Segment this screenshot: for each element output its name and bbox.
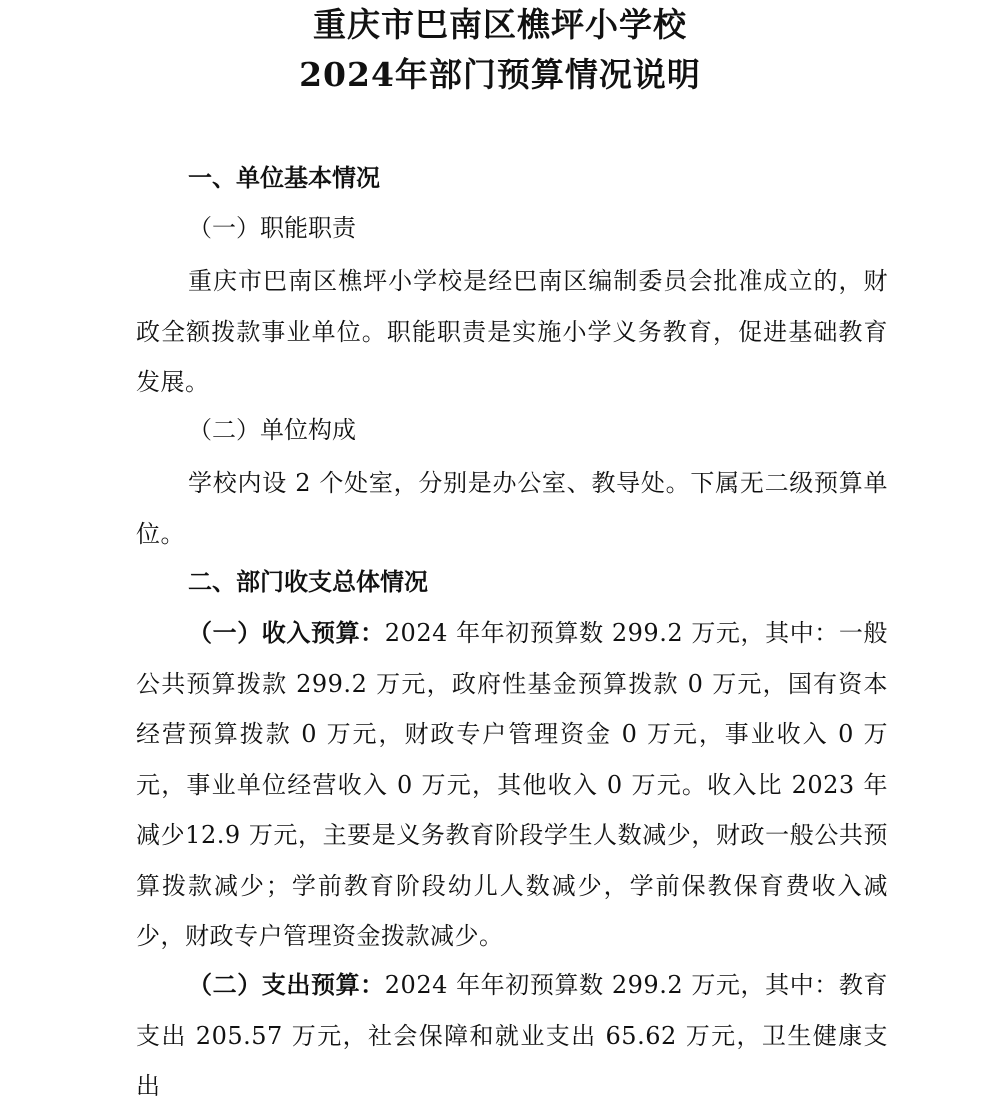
expense-paragraph [136, 960, 888, 1112]
income-label: （一）收入预算： [188, 619, 385, 647]
section2-heading: 二、部门收支总体情况 [188, 568, 428, 596]
income-paragraph [136, 608, 888, 962]
section1-sub2-heading: （二）单位构成 [188, 416, 356, 444]
section1-heading: 一、单位基本情况 [188, 164, 380, 192]
income-text: 2024 年年初预算数 299.2 万元，其中：一般公共预算拨款 299.2 万元，政府性基金预算拨款 0 万元，国有资本经营预算拨款 0 万元，财政专户管理资金 0 万元，事业收入 0 万元，事业单位经营收入 0 万元，其他收入 0 万元。收入比 2023 年减少12.9 万元，主要是义务教育阶段学生人数减少，财政一般公共预算拨款减少；学前教育阶段幼儿人数减少，学前保教保育费收入减少，财政专户管理资金拨款减少。 [136, 619, 889, 950]
expense-text: 2024 年年初预算数 299.2 万元，其中：教育支出 205.57 万元，社会保障和就业支出 65.62 万元，卫生健康支出 [136, 971, 889, 1100]
document-title-line2: 2024年部门预算情况说明 [299, 55, 701, 94]
document-title-line1: 重庆市巴南区樵坪小学校 [313, 5, 687, 44]
section1-sub1-paragraph: 重庆市巴南区樵坪小学校是经巴南区编制委员会批准成立的，财政全额拨款事业单位。职能职责是实施小学义务教育，促进基础教育发展。 [136, 267, 888, 396]
expense-label: （二）支出预算： [188, 971, 385, 999]
section1-sub2-paragraph: 学校内设 2 个处室，分别是办公室、教导处。下属无二级预算单位。 [136, 469, 888, 548]
section1-sub1-heading: （一）职能职责 [188, 214, 356, 242]
